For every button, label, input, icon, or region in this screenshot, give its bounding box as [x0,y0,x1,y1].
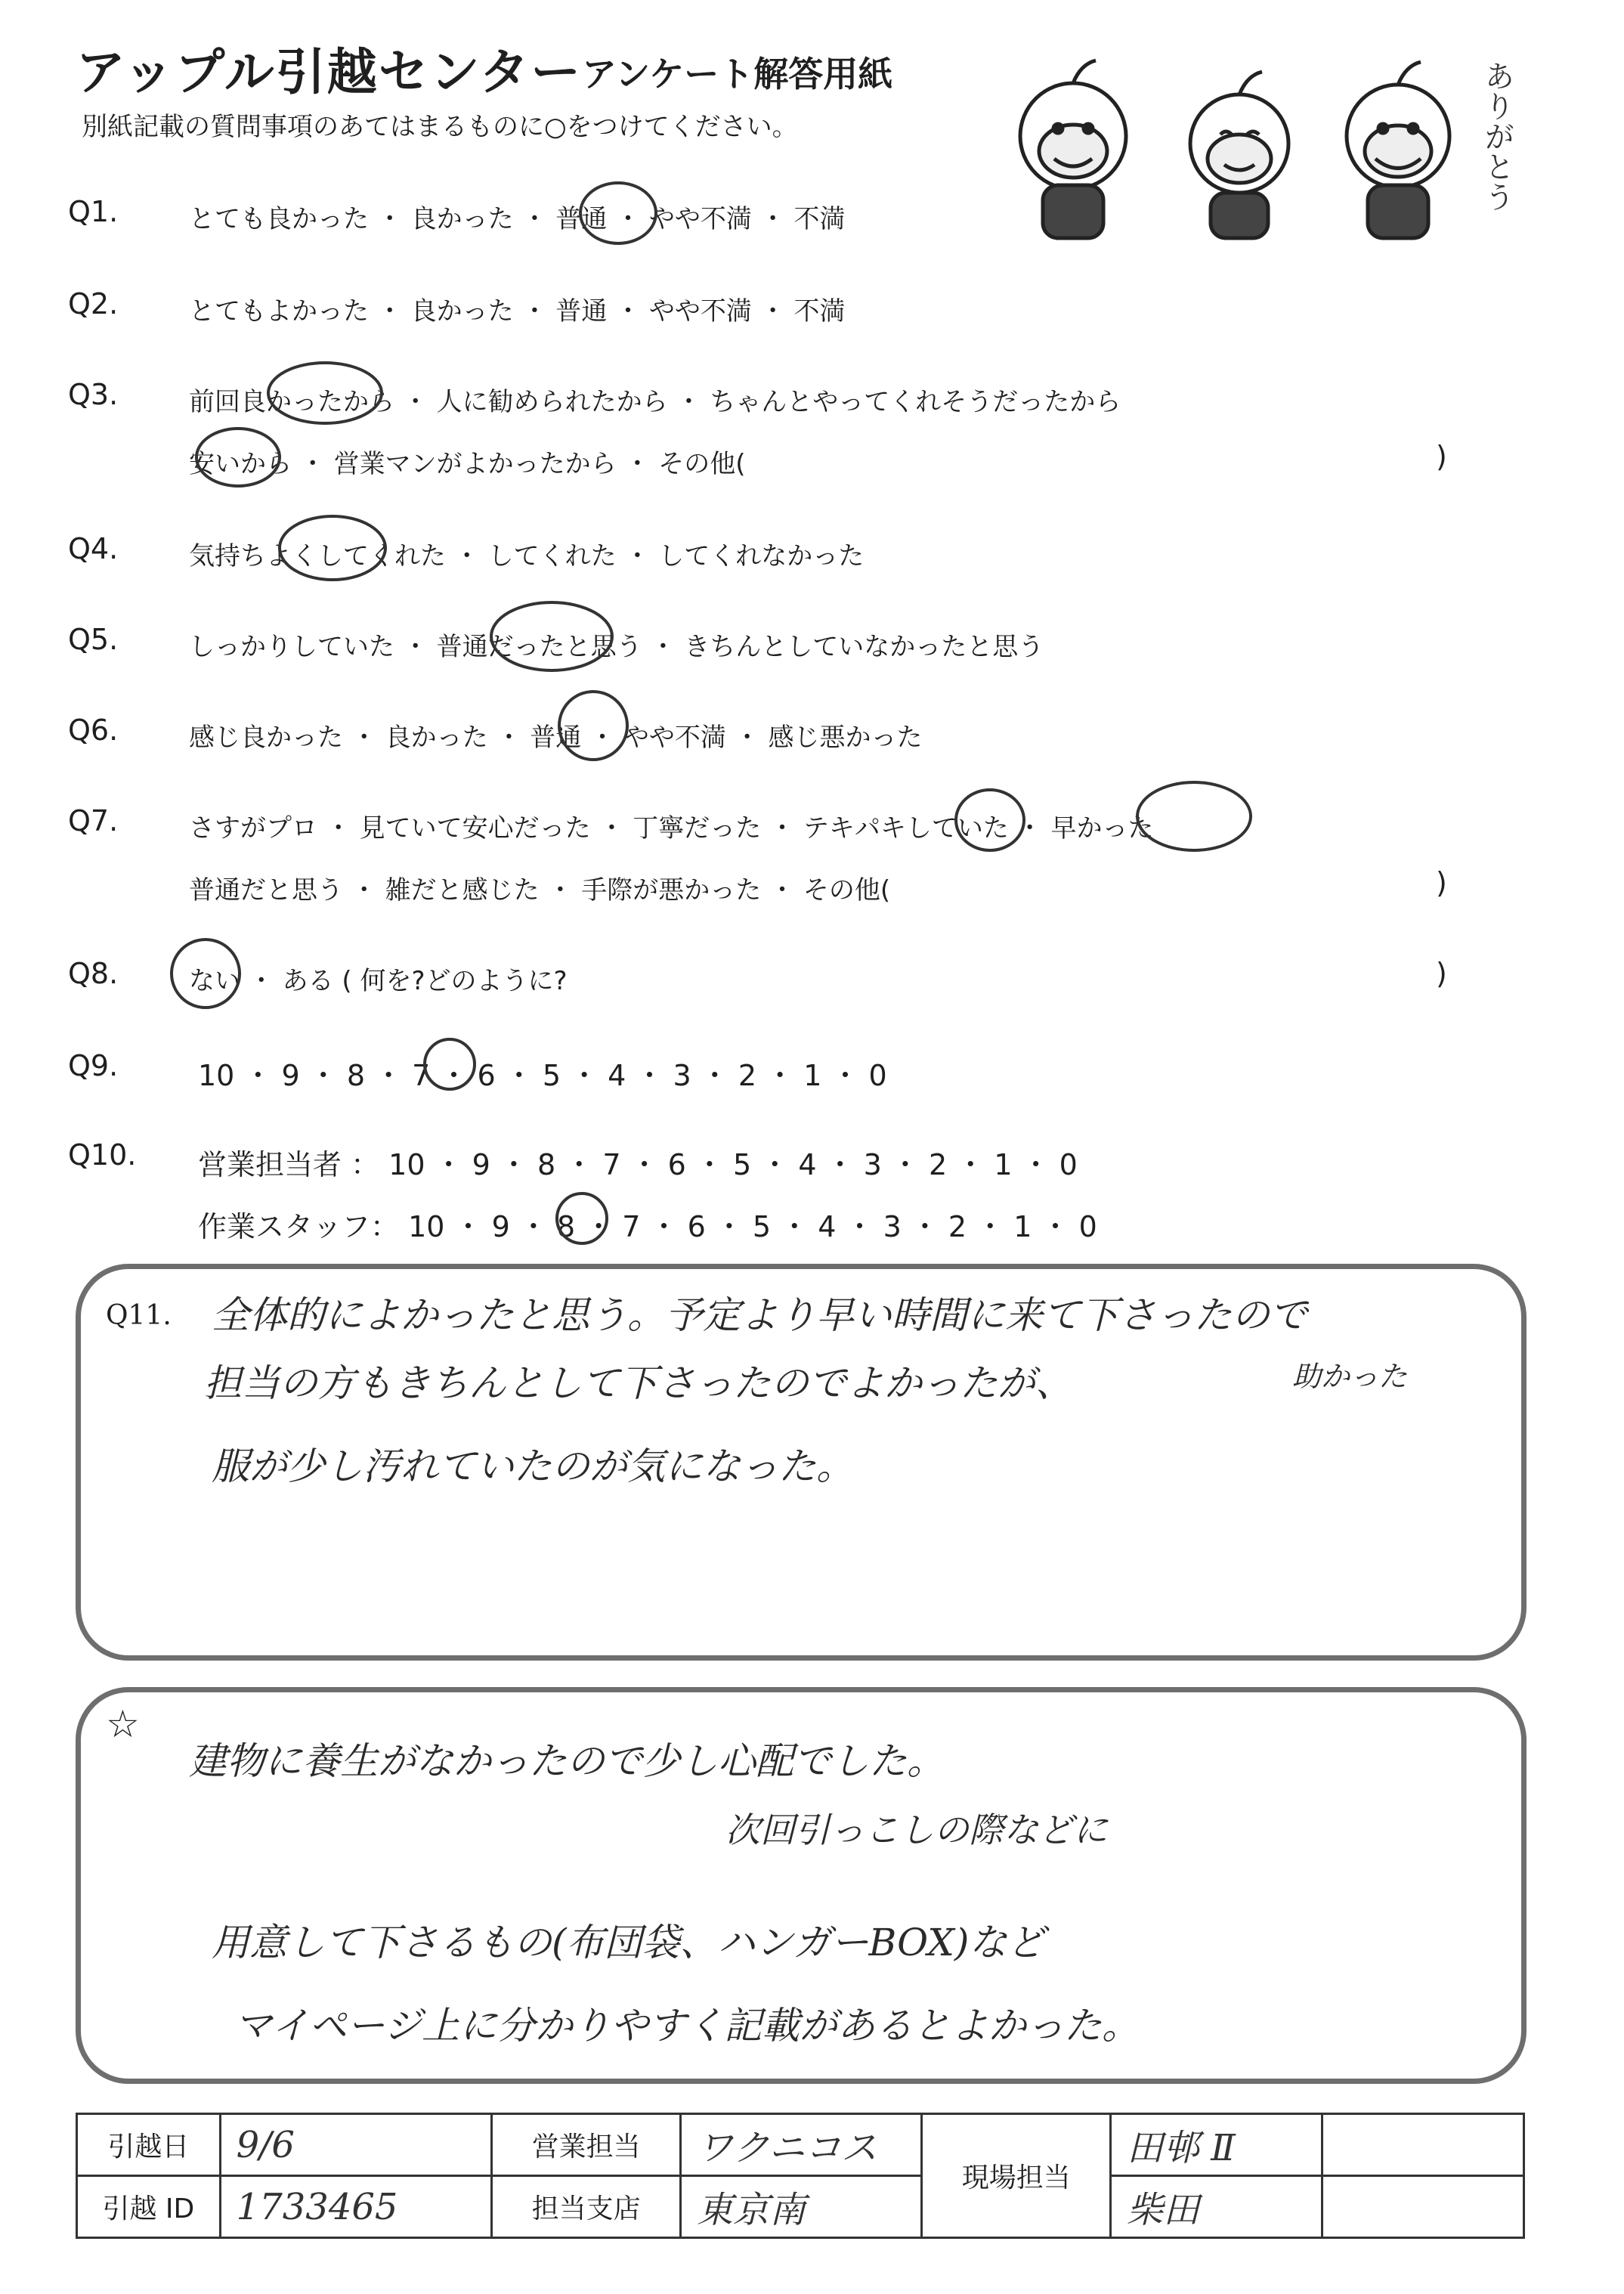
q3-options-line2: 安いから ・ 営業マンがよかったから ・ その他( [189,449,746,479]
star-icon: ☆ [106,1702,140,1746]
q10-label: Q10. [68,1138,137,1172]
site-staff-label: 現場担当 [922,2114,1111,2238]
move-id-label: 引越 ID [77,2176,221,2238]
q7-paren-close: ) [1436,866,1447,899]
q9-scale: 10 ・ 9 ・ 8 ・ 7 ・ 6 ・ 5 ・ 4 ・ 3 ・ 2 ・ 1 ・ 0 [198,1059,887,1092]
q11-handwriting-note: 助かった [1292,1360,1408,1393]
answer-circle [557,1193,607,1243]
q11-handwriting-line3: 服が少し汚れていたのが気になった。 [212,1444,854,1488]
q7-label: Q7. [68,804,119,837]
move-date-label: 引越日 [77,2114,221,2176]
q1-label: Q1. [68,195,119,228]
page-subtitle: アンケート解答用紙 [582,54,893,94]
comment-handwriting-line3: 用意して下さるもの(布団袋、ハンガーBOX)など [212,1921,1045,1964]
q4-options: 気持ちよくしてくれた ・ してくれた ・ してくれなかった [189,541,865,571]
answer-circle [1137,782,1251,850]
answer-circle [559,692,627,760]
sales-rep-value: ワクニコス [680,2114,921,2176]
q8-paren-close: ) [1436,957,1447,990]
q5-options: しっかりしていた ・ 普通だったと思う ・ きちんとしていなかったと思う [189,632,1044,662]
empty-cell [1322,2176,1523,2238]
q8-label: Q8. [68,957,119,990]
answer-circle [580,183,656,243]
info-table [76,2113,1525,2239]
q3-label: Q3. [68,378,119,411]
answer-circle [196,429,280,486]
site-staff-value-2: 柴田 [1110,2176,1322,2238]
mascot-caption: ありがとう [1480,60,1514,212]
instruction-text: 別紙記載の質問事項のあてはまるものに○をつけてください。 [82,112,798,142]
q8-options: ない ・ ある ( 何を?どのように? [189,966,568,996]
q4-label: Q4. [68,532,119,565]
comment-handwriting-line4: マイページ上に分かりやすく記載があるとよかった。 [234,2004,1140,2048]
answer-circle [280,516,385,580]
q2-label: Q2. [68,287,119,320]
q3-paren-close: ) [1436,440,1447,473]
answer-circle [425,1039,475,1089]
q3-options-line1: 前回良かったから ・ 人に勧められたから ・ ちゃんとやってくれそうだったから [189,387,1121,417]
comment-handwriting-line2: 次回引っこしの際などに [725,1810,1108,1850]
move-id-value: 1733465 [220,2176,492,2238]
site-staff-value-1: 田邨 Ⅱ [1110,2114,1322,2176]
q11-handwriting-line2: 担当の方もきちんとして下さったのでよかったが、 [204,1361,1073,1405]
comment-handwriting-line1: 建物に養生がなかったので少し心配でした。 [189,1739,945,1783]
page-title: アップル引越センター [76,43,583,101]
q6-label: Q6. [68,714,119,747]
q5-label: Q5. [68,623,119,656]
empty-cell [1322,2114,1523,2176]
answer-circle [956,790,1024,850]
answer-circle [491,602,612,670]
q1-options: とても良かった ・ 良かった ・ 普通 ・ やや不満 ・ 不満 [189,204,846,234]
q7-options-line1: さすがプロ ・ 見ていて安心だった ・ 丁寧だった ・ テキパキしていた ・ 早かった [189,813,1154,844]
q10-sales-scale: 営業担当者 ： 10 ・ 9 ・ 8 ・ 7 ・ 6 ・ 5 ・ 4 ・ 3 ・ 2 ・ 1 ・ 0 [198,1148,1078,1181]
q11-handwriting-line1: 全体的によかったと思う。予定より早い時間に来て下さったので [212,1293,1307,1337]
sales-rep-label: 営業担当 [492,2114,681,2176]
q11-label: Q11. [106,1300,172,1331]
answer-circle [172,940,240,1008]
q6-options: 感じ良かった ・ 良かった ・ 普通 ・ やや不満 ・ 感じ悪かった [189,723,923,753]
branch-value: 東京南 [680,2176,921,2238]
move-date-value: 9/6 [220,2114,492,2176]
answer-circle [268,363,382,423]
q9-label: Q9. [68,1049,119,1082]
q7-options-line2: 普通だと思う ・ 雑だと感じた ・ 手際が悪かった ・ その他( [189,875,891,906]
q2-options: とてもよかった ・ 良かった ・ 普通 ・ やや不満 ・ 不満 [189,296,846,327]
branch-label: 担当支店 [492,2176,681,2238]
q10-staff-scale: 作業スタッフ： 10 ・ 9 ・ 8 ・ 7 ・ 6 ・ 5 ・ 4 ・ 3 ・ 2 ・ 1 ・ 0 [198,1210,1097,1243]
